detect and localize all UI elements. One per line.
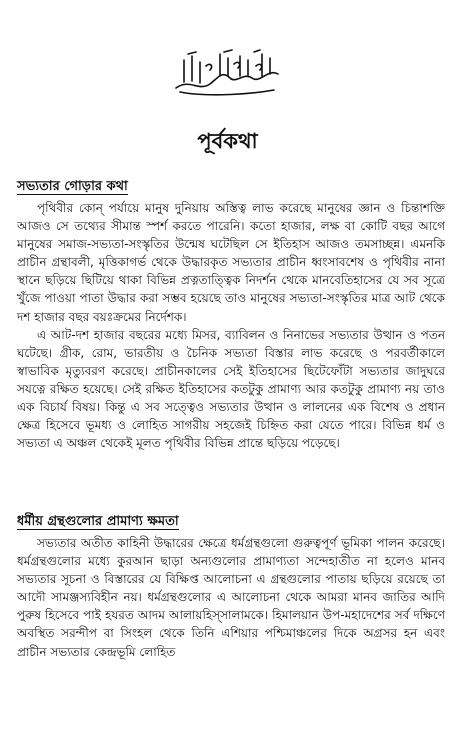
bismillah-calligraphy bbox=[170, 48, 285, 98]
section-body bbox=[17, 199, 445, 452]
section-religious-texts bbox=[17, 512, 445, 661]
paragraph: পৃথিবীর কোন্ পর্যায়ে মানুষ দুনিয়ায় অস্তিত্ব লাভ করেছে মানুষের জ্ঞান ও চিন্তাশক্তি আজও সে তথ্যের সীমান্ত স্পর্শ করতে পারেনি। কতো হাজার, লক্ষ বা কোটি বছর আগে মানুষের সমাজ-সভ্যতা-সংস্কৃতির উন্মেষ ঘটেছিল সে ইতিহাস আজও তমসাচ্ছন্ন। এমনকি প্রাচীন গ্রন্থাবলী, মৃত্তিকাগর্ভ থেকে উদ্ধারকৃত সভ্যতার প্রাচীন ধ্বংসাবশেষ ও পৃথিবীর নানা স্থানে ছড়িয়ে ছিটিয়ে থাকা বিভিন্ন প্রত্নতাত্ত্বিক নিদর্শন থেকে মানবেতিহাসের যে সব সূত্রে খুঁজে পাওয়া পাতা উদ্ধার করা সম্ভব হয়েছে তাও মানুষের সভ্যতা-সংস্কৃতির মাত্র আট থেকে দশ হাজার বছর বয়ঃক্রমের নির্দেশক। bbox=[17, 201, 445, 324]
section-heading: ধর্মীয় গ্রন্থগুলোর প্রামাণ্য ক্ষমতা bbox=[17, 514, 179, 529]
page-title: পূর্বকথা bbox=[197, 129, 258, 153]
section-body bbox=[17, 534, 445, 661]
paragraph: সভ্যতার অতীত কাহিনী উদ্ধারের ক্ষেত্রে ধর্মগ্রন্থগুলো গুরুত্বপূর্ণ ভূমিকা পালন করেছে। ধর্মগ্রন্থগুলোর মধ্যে কুরআন ছাড়া অন্যগুলোর প্রামাণ্যতা সন্দেহাতীত না হলেও মানব সভ্যতার সূচনা ও বিস্তারের যে বিক্ষিপ্ত আলোচনা এ গ্রন্থগুলোর পাতায় ছড়িয়ে রয়েছে তা আদৌ সামঞ্জস্যবিহীন নয়। ধর্মগ্রন্থগুলোর এ আলোচনা থেকে আমরা মানব জাতির আদি পুরুষ হিসেবে পাই হযরত আদম আলায়হিস্সালামকে। হিমালয়ান উপ-মহাদেশের সর্ব দক্ষিণে অবস্থিত সরন্দীপ বা সিংহল থেকে তিনি এশিয়ার পশ্চিমাঞ্চলের দিকে অগ্রসর হন এবং প্রাচীন সভ্যতার কেন্দ্রভূমি লোহিত bbox=[17, 536, 445, 659]
section-heading: সভ্যতার গোড়ার কথা bbox=[17, 179, 128, 194]
section-origins bbox=[17, 177, 445, 452]
paragraph: এ আট-দশ হাজার বছরের মধ্যে মিসর, ব্যাবিলন ও নিনাভের সভ্যতার উত্থান ও পতন ঘটেছে। গ্রীক, রোম, ভারতীয় ও চৈনিক সভ্যতা বিস্তার লাভ করেছে ও পরবর্তীকালে স্বাভাবিক মৃত্যুবরণ করেছে। প্রাচীনকালের সেই ইতিহাসের ছিটেফোঁটা সভ্যতার জাদুঘরে সযত্নে রক্ষিত হয়েছে। সেই রক্ষিত ইতিহাসের কতটুকু প্রামাণ্য আর কতটুকু প্রামাণ্য নয় তাও এক বিচার্য বিষয়। কিন্তু এ সব সত্ত্বেও সভ্যতার উত্থান ও লালনের এক বিশেষ ও প্রধান ক্ষেত্র হিসেবে ভূমধ্য ও লোহিত সাগরীয় সহজেই চিহ্নিত করা যেতে পারে। বিভিন্ন ধর্ম ও সভ্যতা এ অঞ্চল থেকেই মূলত পৃথিবীর বিভিন্ন প্রান্তে ছড়িয়ে পড়েছে। bbox=[17, 327, 445, 451]
